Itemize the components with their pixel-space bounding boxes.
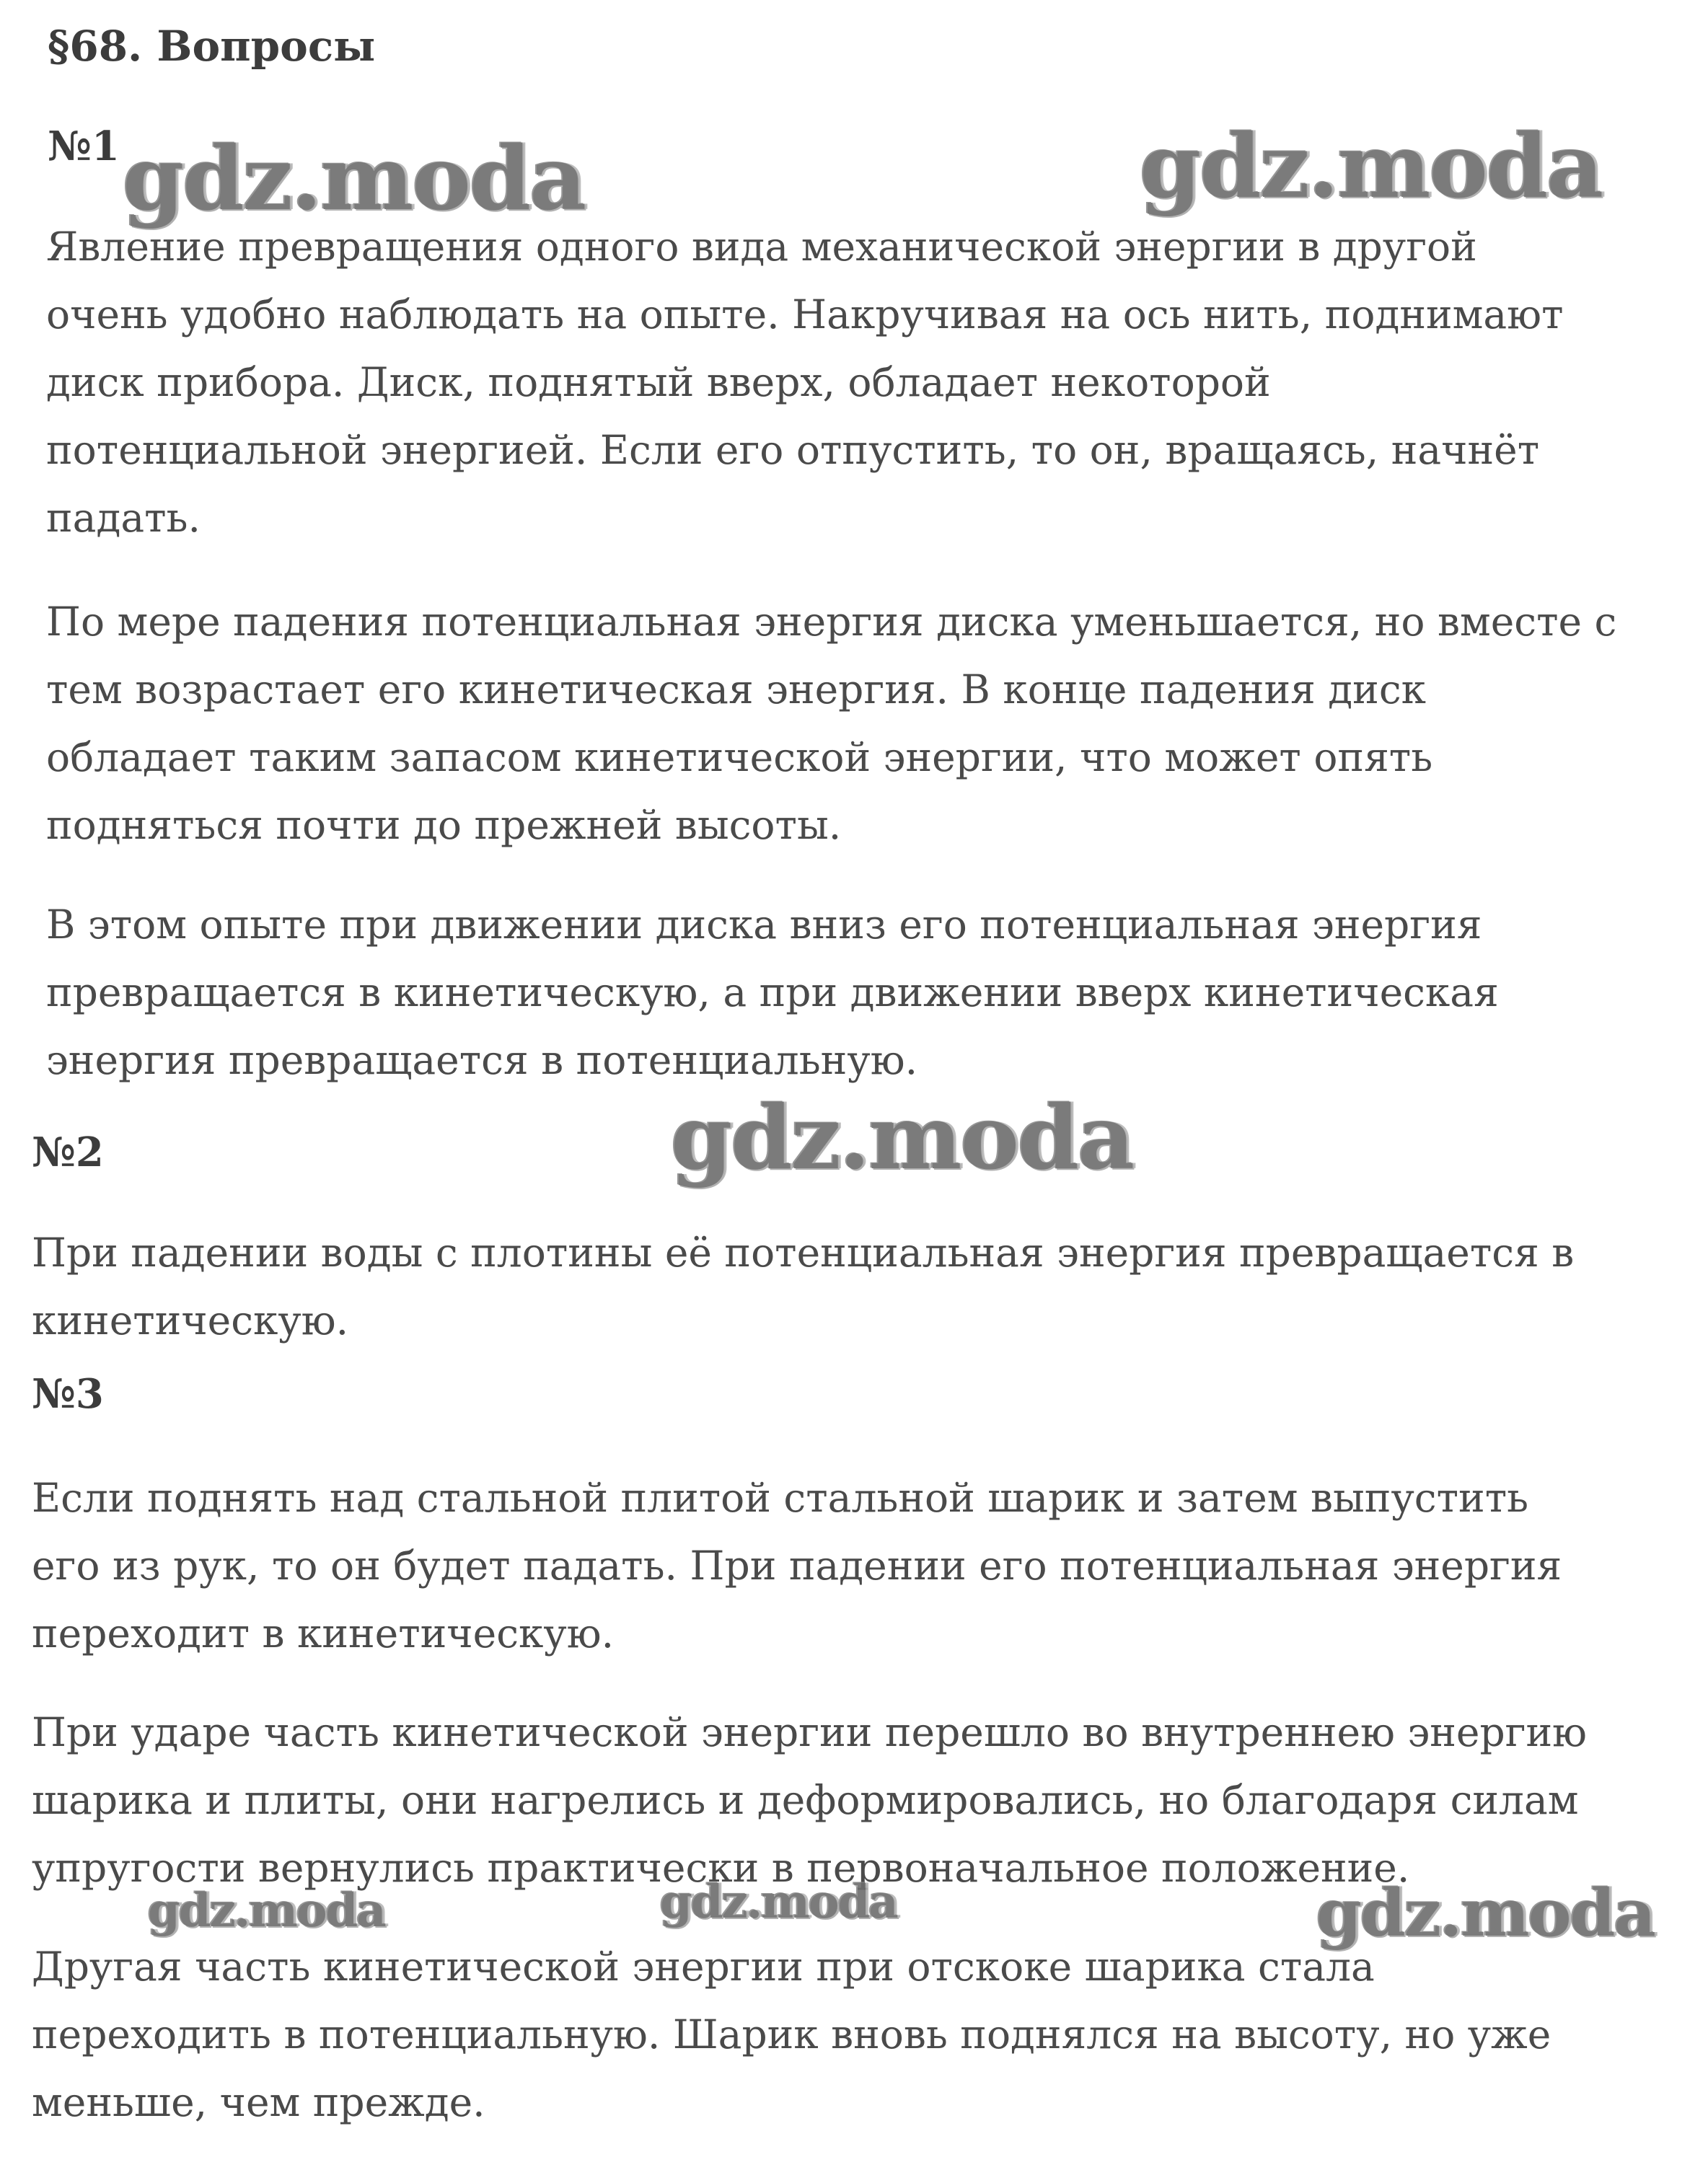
text-line: При падении воды с плотины её потенциальная энергия превращается в [32, 1230, 1575, 1276]
text-line: превращается в кинетическую, а при движении вверх кинетическая [46, 969, 1499, 1015]
question-number-1: №1 [48, 123, 120, 170]
text-line: обладает таким запасом кинетической энергии, что может опять [46, 734, 1433, 780]
text-line: кинетическую. [32, 1297, 349, 1344]
watermark-logo: gdz.moda [1316, 1875, 1655, 1952]
question-number-3: №3 [32, 1370, 104, 1418]
text-line: переходит в кинетическую. [32, 1610, 615, 1657]
text-line: падать. [46, 495, 201, 541]
q3-paragraph-3 [32, 1933, 1551, 2136]
text-line: меньше, чем прежде. [32, 2079, 485, 2125]
q1-paragraph-3 [46, 891, 1499, 1094]
watermark-logo: gdz.moda [148, 1884, 385, 1938]
text-line: тем возрастает его кинетическая энергия. В конце падения диск [46, 666, 1426, 713]
text-line: потенциальной энергией. Если его отпустить, то он, вращаясь, начнёт [46, 427, 1540, 473]
text-line: шарика и плиты, они нагрелись и деформировались, но благодаря силам [32, 1777, 1579, 1823]
text-line: При ударе часть кинетической энергии перешло во внутреннею энергию [32, 1709, 1588, 1755]
text-line: его из рук, то он будет падать. При падении его потенциальная энергия [32, 1543, 1562, 1589]
watermark-logo: gdz.moda [660, 1875, 897, 1929]
q3-paragraph-1 [32, 1464, 1562, 1667]
text-line: упругости вернулись практически в первоначальное положение. [32, 1845, 1410, 1891]
text-line: Другая часть кинетической энергии при отскоке шарика стала [32, 1944, 1375, 1990]
text-line: По мере падения потенциальная энергия диска уменьшается, но вместе с [46, 599, 1617, 645]
text-line: очень удобно наблюдать на опыте. Накручивая на ось нить, поднимают [46, 291, 1564, 338]
watermark-logo: gdz.moda [123, 126, 586, 230]
question-number-2: №2 [32, 1129, 104, 1176]
q1-paragraph-2 [46, 588, 1616, 859]
watermark-logo: gdz.moda [1140, 114, 1603, 218]
q2-paragraph-1 [32, 1219, 1574, 1354]
watermark-logo: gdz.moda [671, 1085, 1134, 1189]
text-line: диск прибора. Диск, поднятый вверх, обладает некоторой [46, 359, 1271, 405]
text-line: Если поднять над стальной плитой стальной шарик и затем выпустить [32, 1475, 1529, 1521]
text-line: энергия превращается в потенциальную. [46, 1037, 918, 1083]
q1-paragraph-1 [46, 213, 1564, 552]
q3-paragraph-2 [32, 1698, 1587, 1902]
text-line: подняться почти до прежней высоты. [46, 802, 842, 848]
text-line: В этом опыте при движении диска вниз его потенциальная энергия [46, 901, 1482, 948]
text-line: переходить в потенциальную. Шарик вновь поднялся на высоту, но уже [32, 2011, 1551, 2058]
page-title: §68. Вопросы [48, 22, 376, 71]
text-line: Явление превращения одного вида механической энергии в другой [46, 224, 1477, 270]
